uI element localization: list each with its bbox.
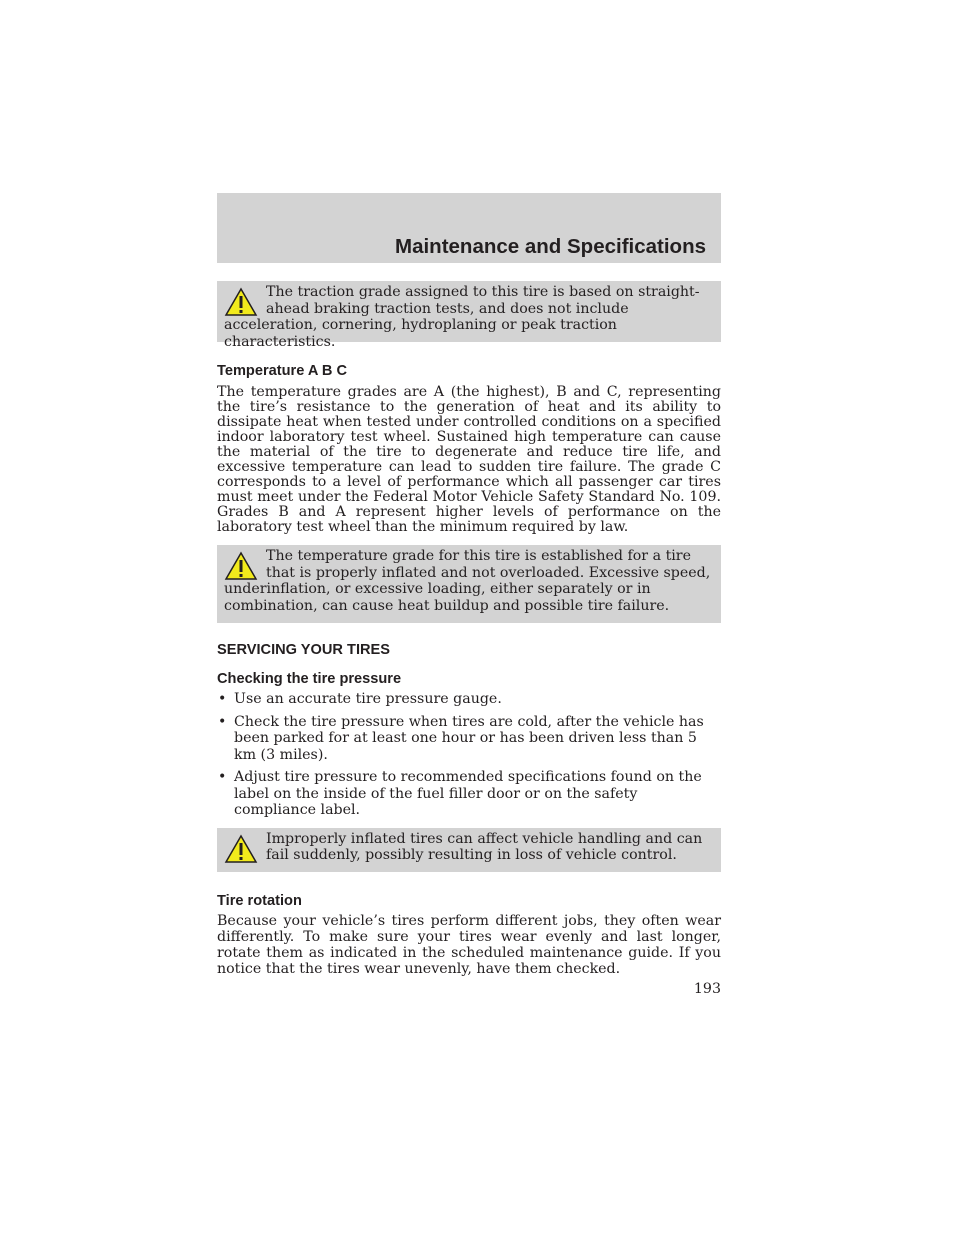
section-title: Maintenance and Specifications <box>395 235 706 258</box>
servicing-heading: SERVICING YOUR TIRES <box>217 642 391 658</box>
warning-triangle-icon <box>224 834 258 864</box>
page-content <box>217 193 721 978</box>
page-number: 193 <box>693 981 721 997</box>
pressure-heading: Checking the tire pressure <box>217 671 402 687</box>
warning-text: Improperly inflated tires can affect vehicle handling and can fail suddenly, possibly resulting in loss of vehicle control. <box>266 830 703 863</box>
rotation-body: Because your vehicle’s tires perform different jobs, they often wear differently. To make sure your tires wear evenly and last longer, rotate them as indicated in the scheduled maintenance guide. If you notice that the tires wear unevenly, have them checked. <box>217 912 721 978</box>
pressure-list <box>217 691 721 819</box>
list-item: • Use an accurate tire pressure gauge. <box>217 691 721 708</box>
list-item: • Adjust tire pressure to recommended specifications found on the label on the inside of the fuel filler door or on the safety compliance label. <box>217 769 721 819</box>
section-header <box>217 193 721 263</box>
warning-text: The temperature grade for this tire is established for a tire that is properly inflated and not overloaded. Excessive speed, underinflation, or excessive loading, either separately or in combination, can cause heat buildup and possible tire failure. <box>224 548 711 614</box>
warning-triangle-icon <box>224 551 258 581</box>
temperature-heading: Temperature A B C <box>217 363 348 379</box>
rotation-heading: Tire rotation <box>217 892 302 909</box>
warning-text: The traction grade assigned to this tire is based on straight-ahead braking traction tests, and does not include acceleration, cornering, hydroplaning or peak traction characteristics. <box>224 284 700 350</box>
warning-box-temperature <box>217 545 721 623</box>
warning-triangle-icon <box>224 287 258 317</box>
warning-box-inflation <box>217 828 721 872</box>
list-item: • Check the tire pressure when tires are cold, after the vehicle has been parked for at least one hour or has been driven less than 5 km (3 miles). <box>217 714 721 764</box>
warning-box-traction <box>217 281 721 350</box>
temperature-body: The temperature grades are A (the highest), B and C, representing the tire’s resistance to the generation of heat and its ability to dissipate heat when tested under controlled conditions on a specified indoor laboratory test wheel. Sustained high temperature can cause the material of the tire to degenerate and reduce tire life, and excessive temperature can lead to sudden tire failure. The grade C corresponds to a level of performance which all passenger car tires must meet under the Federal Motor Vehicle Safety Standard No. 109. Grades B and A represent higher levels of performance on the laboratory test wheel than the minimum required by law. <box>217 384 721 535</box>
